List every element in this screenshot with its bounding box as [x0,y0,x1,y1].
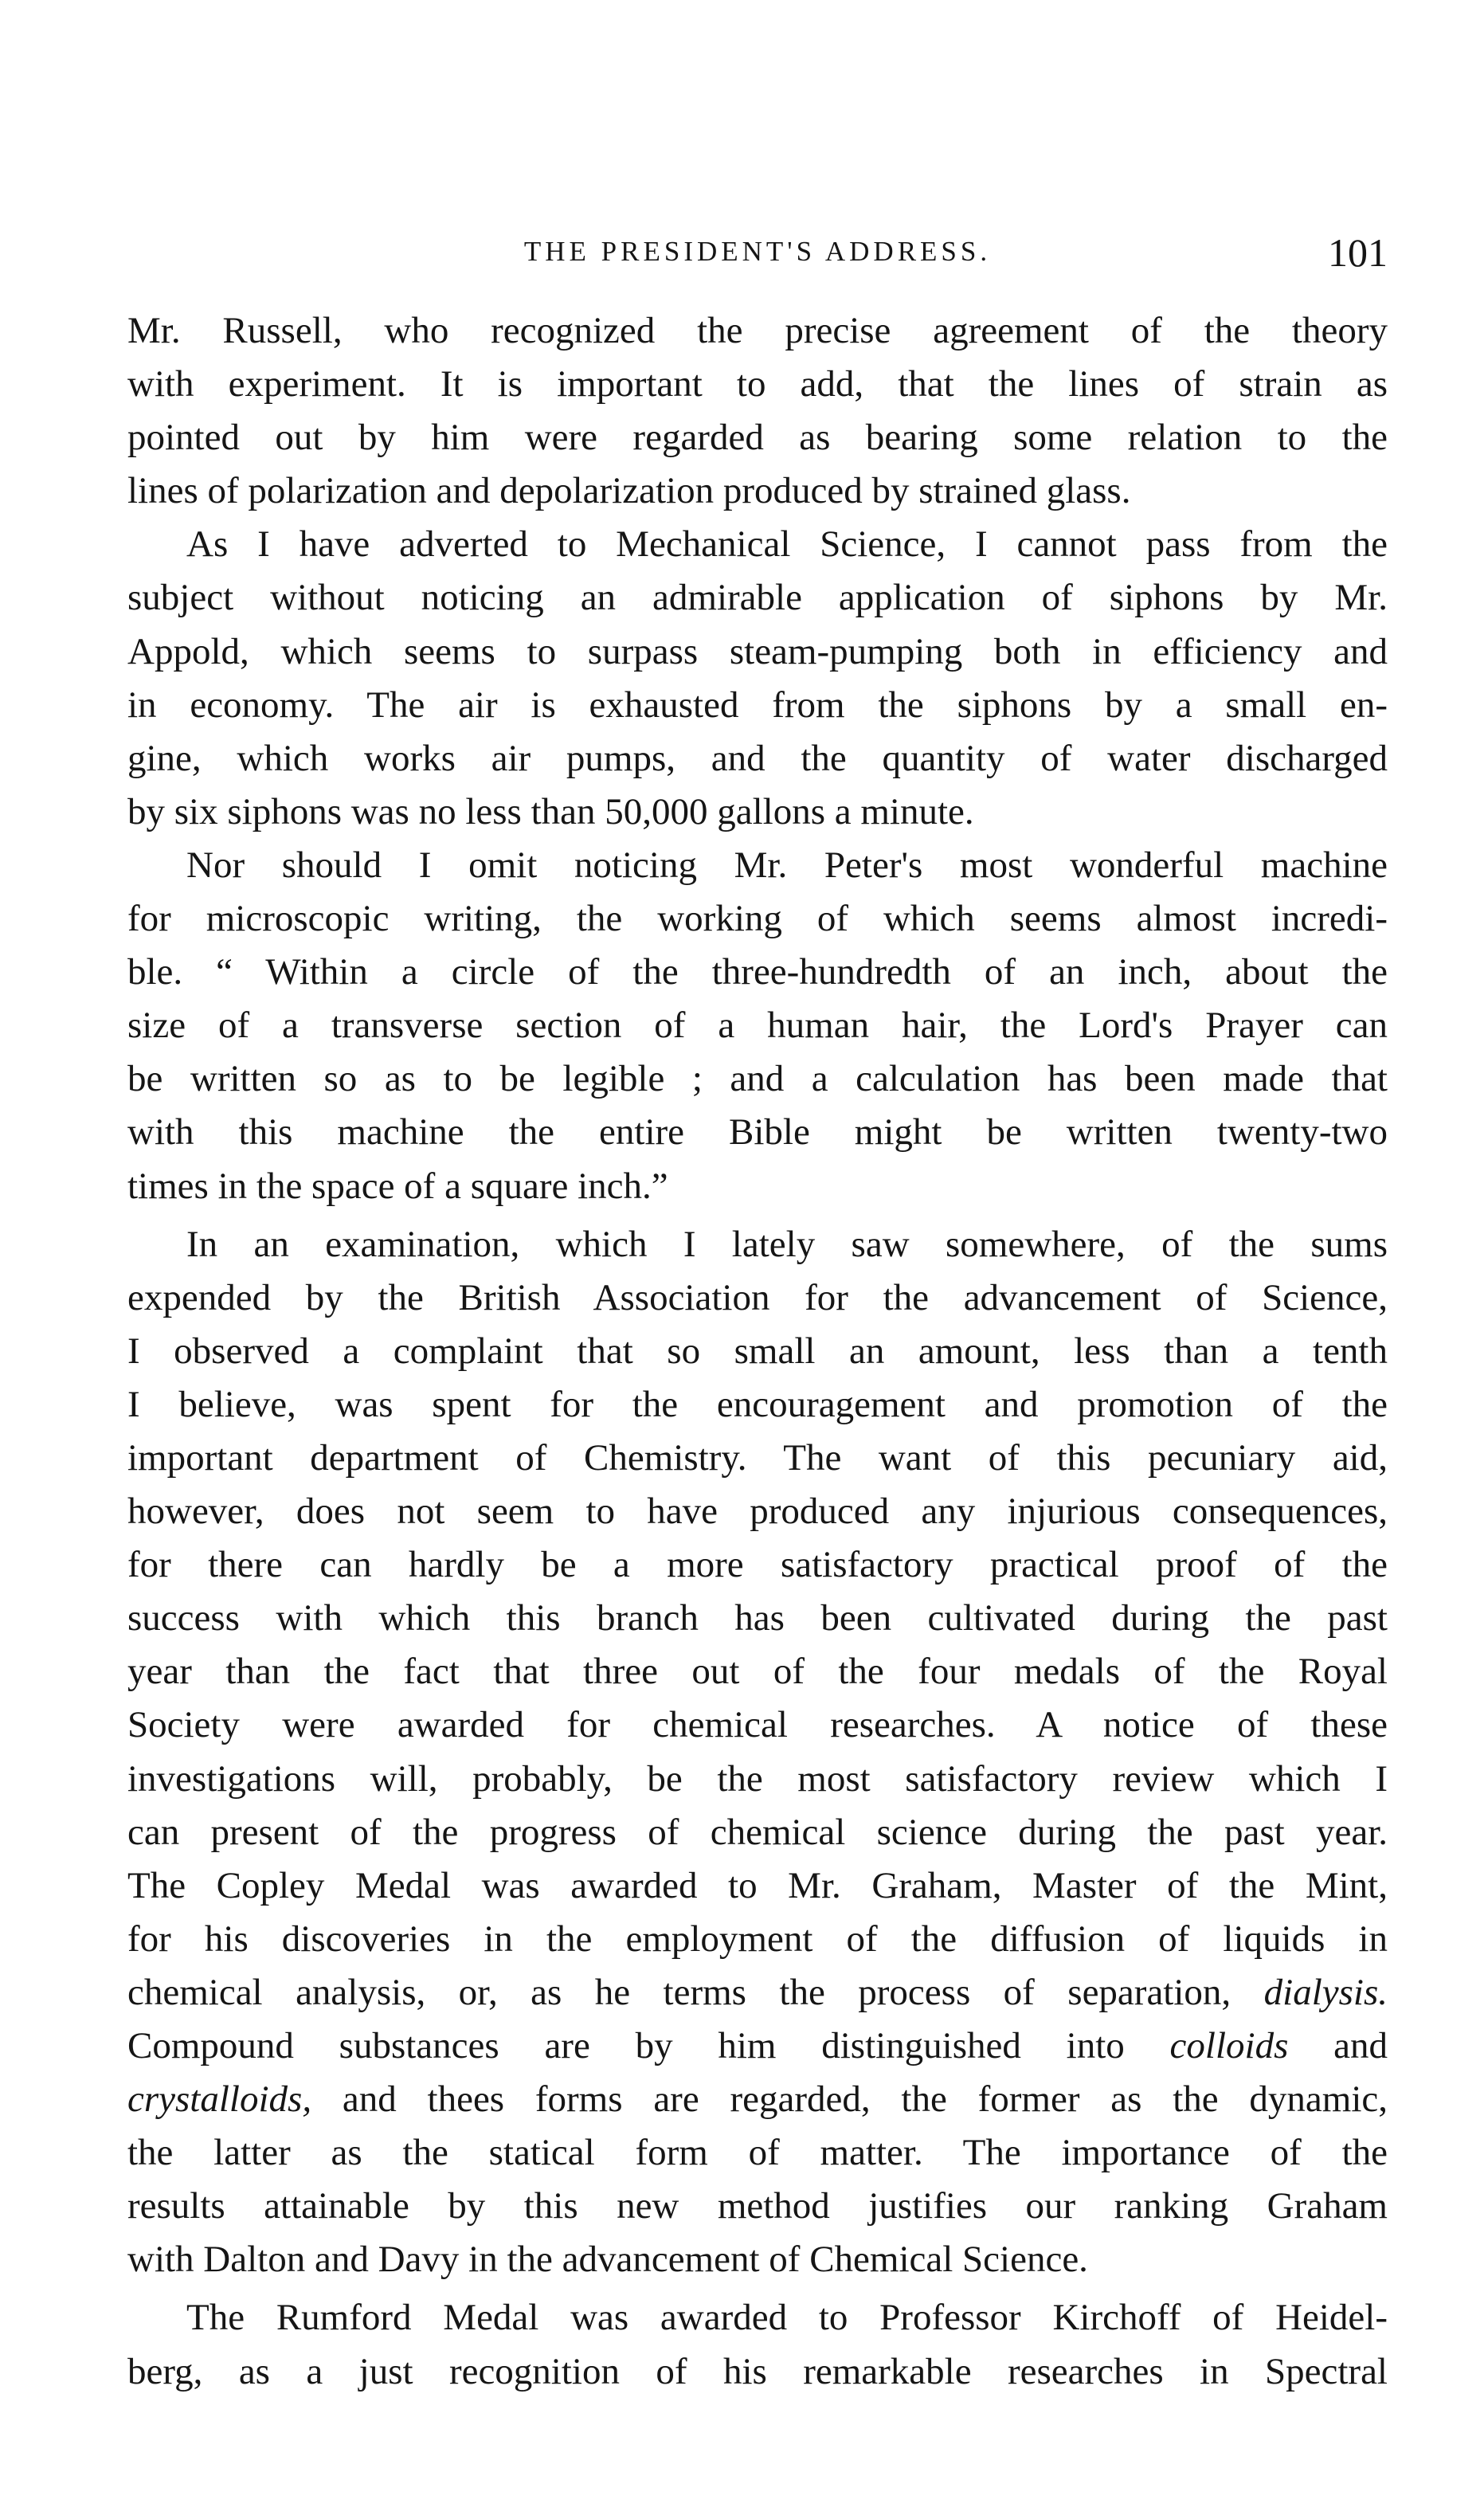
text-fragment: Compound substances are by him distinguished into [127,2025,1125,2066]
text-fragment: and thees forms are regarded, the former as the dynamic, [342,2078,1388,2121]
text-line: lines of polarization and depolarization produced by strained glass. [127,470,1131,512]
text-line: gine, which works air pumps, and the quantity of water discharged [127,737,1388,779]
text-line [127,2019,1388,2073]
running-title: THE PRESIDENT'S ADDRESS. [523,236,992,267]
text-fragment: chemical analysis, or, as he terms the process of separation, [127,1971,1231,2013]
page-header [127,229,1388,285]
text-line: in economy. The air is exhausted from the siphons by a small en- [127,684,1388,726]
text-line: with experiment. It is important to add, that the lines of strain as [127,363,1388,405]
text-line: Appold, which seems to surpass steam-pumping both in efficiency and [127,630,1388,672]
text-line: for his discoveries in the employment of the diffusion of liquids in [127,1918,1388,1960]
text-line: ble. “ Within a circle of the three-hundredth of an inch, about the [127,951,1388,993]
paragraph-start-line: Nor should I omit noticing Mr. Peter's most wonderful machine [186,844,1388,886]
text-line [127,1966,1388,2019]
text-line: Mr. Russell, who recognized the precise agreement of the theory [127,310,1388,351]
italic-term-colloids: colloids [1169,2025,1289,2066]
text-line: however, does not seem to have produced any injurious consequences, [127,1491,1388,1533]
text-line: I believe, was spent for the encouragement and promotion of the [127,1383,1388,1425]
text-line: times in the space of a square inch.” [127,1165,668,1207]
text-line: The Copley Medal was awarded to Mr. Graham, Master of the Mint, [127,1864,1388,1906]
text-line: berg, as a just recognition of his remarkable researches in Spectral [127,2350,1388,2392]
text-line: I observed a complaint that so small an amount, less than a tenth [127,1330,1388,1372]
text-line: the latter as the statical form of matter. The importance of the [127,2132,1388,2174]
text-line: investigations will, probably, be the most satisfactory review which I [127,1757,1388,1800]
text-fragment: and [1333,2025,1388,2066]
text-line: expended by the British Association for the advancement of Science, [127,1276,1388,1318]
page-number: 101 [1328,230,1388,275]
paragraph-start-line: In an examination, which I lately saw somewhere, of the sums [186,1223,1388,1265]
text-line: success with which this branch has been cultivated during the past [127,1597,1388,1639]
text-line: for there can hardly be a more satisfactory practical proof of the [127,1544,1388,1586]
text-line: important department of Chemistry. The want of this pecuniary aid, [127,1436,1388,1479]
italic-term-crystalloids: crystalloids, [127,2078,312,2121]
text-line: subject without noticing an admirable application of siphons by Mr. [127,577,1388,619]
text-line: size of a transverse section of a human hair, the Lord's Prayer can [127,1005,1388,1047]
text-line: pointed out by him were regarded as bearing some relation to the [127,417,1388,459]
text-line: with Dalton and Davy in the advancement of Chemical Science. [127,2239,1088,2281]
paragraph-start-line: As I have adverted to Mechanical Science, I cannot pass from the [186,523,1388,566]
text-line: be written so as to be legible ; and a calculation has been made that [127,1058,1388,1100]
body-text [127,304,1388,2399]
text-line: can present of the progress of chemical science during the past year. [127,1811,1388,1853]
text-line: results attainable by this new method justifies our ranking Graham [127,2185,1388,2227]
paragraph-start-line: The Rumford Medal was awarded to Professor Kirchoff of Heidel- [186,2297,1388,2339]
text-line [127,2073,1388,2126]
text-line: Society were awarded for chemical researches. A notice of these [127,1704,1388,1746]
text-line: for microscopic writing, the working of which seems almost incredi- [127,898,1388,940]
text-line: by six siphons was no less than 50,000 gallons a minute. [127,790,974,832]
text-line: with this machine the entire Bible might be written twenty-two [127,1111,1388,1154]
text-line: year than the fact that three out of the four medals of the Royal [127,1651,1388,1693]
italic-term-dialysis: dialysis. [1263,1971,1388,2013]
